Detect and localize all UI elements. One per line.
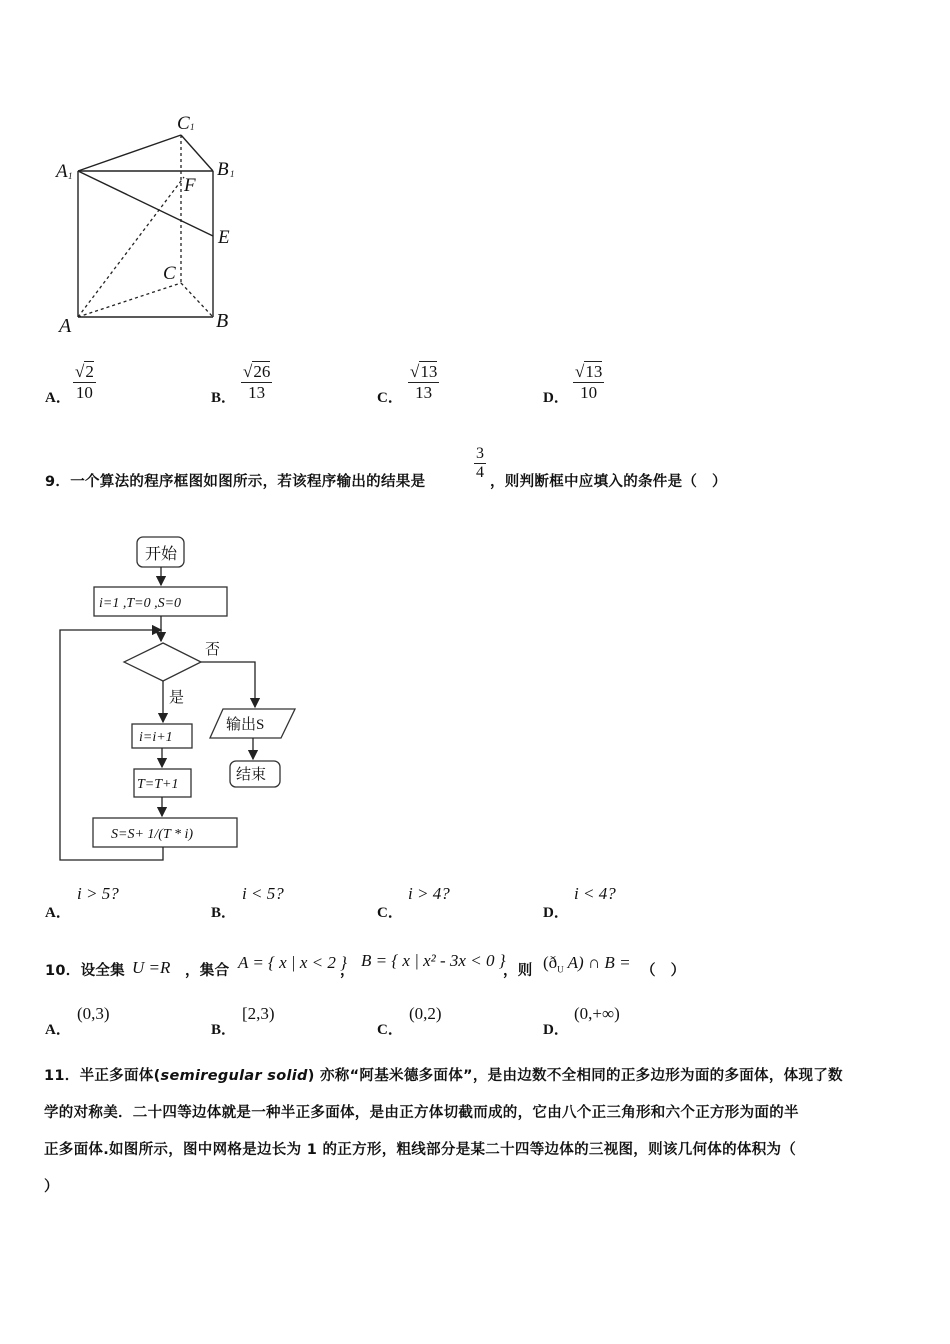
- q8-option-c-letter: C．: [377, 390, 403, 406]
- flowchart-step2-label: T=T+1: [137, 777, 179, 792]
- q9-option-a-letter: A．: [45, 905, 71, 921]
- q10-option-a-value: (0,3): [77, 1004, 110, 1023]
- label-b1: B: [217, 159, 229, 180]
- q10-option-a-letter: A．: [45, 1022, 71, 1038]
- q10-set-b: B = { x | x² - 3x < 0 }: [361, 951, 506, 970]
- label-c1: C: [177, 113, 190, 134]
- q8-option-d-value: $\frac{√13}{10}$: [575, 362, 603, 402]
- q11-line-2: 学的对称美．二十四等边体就是一种半正多面体，是由正方体切截而成的，它由八个正三角形和六个正方形为面的半: [44, 1105, 799, 1121]
- flowchart-yes-label: 是: [169, 690, 185, 706]
- q8-option-d-letter: D．: [543, 390, 569, 406]
- flowchart-step3-label: S=S+ 1/(T * i): [111, 827, 194, 842]
- q10-tail: （ ）: [641, 963, 686, 979]
- flowchart: [55, 530, 315, 870]
- q8-option-a-letter: A．: [45, 390, 71, 406]
- q8-option-a-value: $\frac{√2}{10}$: [75, 362, 94, 402]
- q9-stem-before: 9．一个算法的程序框图如图所示，若该程序输出的结果是: [45, 474, 426, 490]
- q8-option-b-letter: B．: [211, 390, 237, 406]
- q10-mid1: ，集合: [185, 963, 230, 979]
- q10-option-b-value: [2,3): [242, 1004, 275, 1023]
- q9-option-b-letter: B．: [211, 905, 237, 921]
- flowchart-init-label: i=1 ,T=0 ,S=0: [99, 596, 182, 611]
- q9-option-c-value: i > 4?: [408, 884, 450, 903]
- label-f: F: [184, 175, 196, 196]
- label-b1-sub: 1: [230, 169, 235, 179]
- flowchart-start-label: 开始: [145, 546, 178, 563]
- q10-comma: ，: [340, 963, 355, 979]
- q10-universe: U =R: [132, 958, 171, 977]
- flowchart-no-label: 否: [205, 642, 221, 658]
- q10-complement: ($ð_U$ A) ∩ B =: [543, 953, 631, 975]
- q10-set-a: A = { x | x < 2 }: [238, 953, 347, 972]
- label-a1-sub: 1: [68, 171, 73, 181]
- label-b: B: [216, 310, 229, 332]
- q9-stem-after: ，则判断框中应填入的条件是（ ）: [490, 474, 727, 490]
- label-c: C: [163, 263, 176, 284]
- q9-option-d-letter: D．: [543, 905, 569, 921]
- q11-line-1: 11．半正多面体(semiregular solid) 亦称“阿基米德多面体”，是由边数不全相同的正多边形为面的多面体，体现了数: [44, 1068, 843, 1084]
- q9-option-d-value: i < 4?: [574, 884, 616, 903]
- q10-option-b-letter: B．: [211, 1022, 237, 1038]
- label-a: A: [59, 315, 72, 337]
- q8-option-c-value: $\frac{√13}{13}$: [410, 362, 438, 402]
- q10-mid2: ，则: [503, 963, 533, 979]
- flowchart-output-label: 输出S: [226, 717, 265, 733]
- prism-figure: [50, 105, 250, 340]
- q11-line-3: 正多面体.如图所示，图中网格是边长为 1 的正方形，粗线部分是某二十四等边体的三视图，则该几何体的体积为（: [44, 1142, 797, 1158]
- flowchart-decision-diamond: [124, 643, 201, 681]
- q9-option-c-letter: C．: [377, 905, 403, 921]
- q10-option-c-value: (0,2): [409, 1004, 442, 1023]
- label-c1-sub: 1: [190, 122, 195, 132]
- flowchart-step1-label: i=i+1: [139, 730, 173, 745]
- q10-option-d-letter: D．: [543, 1022, 569, 1038]
- q10-option-c-letter: C．: [377, 1022, 403, 1038]
- q9-stem-fraction: $\frac{3}{4}$: [476, 445, 484, 481]
- label-e: E: [218, 227, 230, 248]
- q10-option-d-value: (0,+∞): [574, 1004, 620, 1023]
- flowchart-end-label: 结束: [236, 767, 267, 783]
- q8-option-b-value: $\frac{√26}{13}$: [243, 362, 271, 402]
- q11-line-4: ）: [44, 1179, 59, 1195]
- q9-option-a-value: i > 5?: [77, 884, 119, 903]
- label-a1: A: [56, 161, 68, 182]
- q10-lead: 10．设全集: [45, 963, 125, 979]
- q9-option-b-value: i < 5?: [242, 884, 284, 903]
